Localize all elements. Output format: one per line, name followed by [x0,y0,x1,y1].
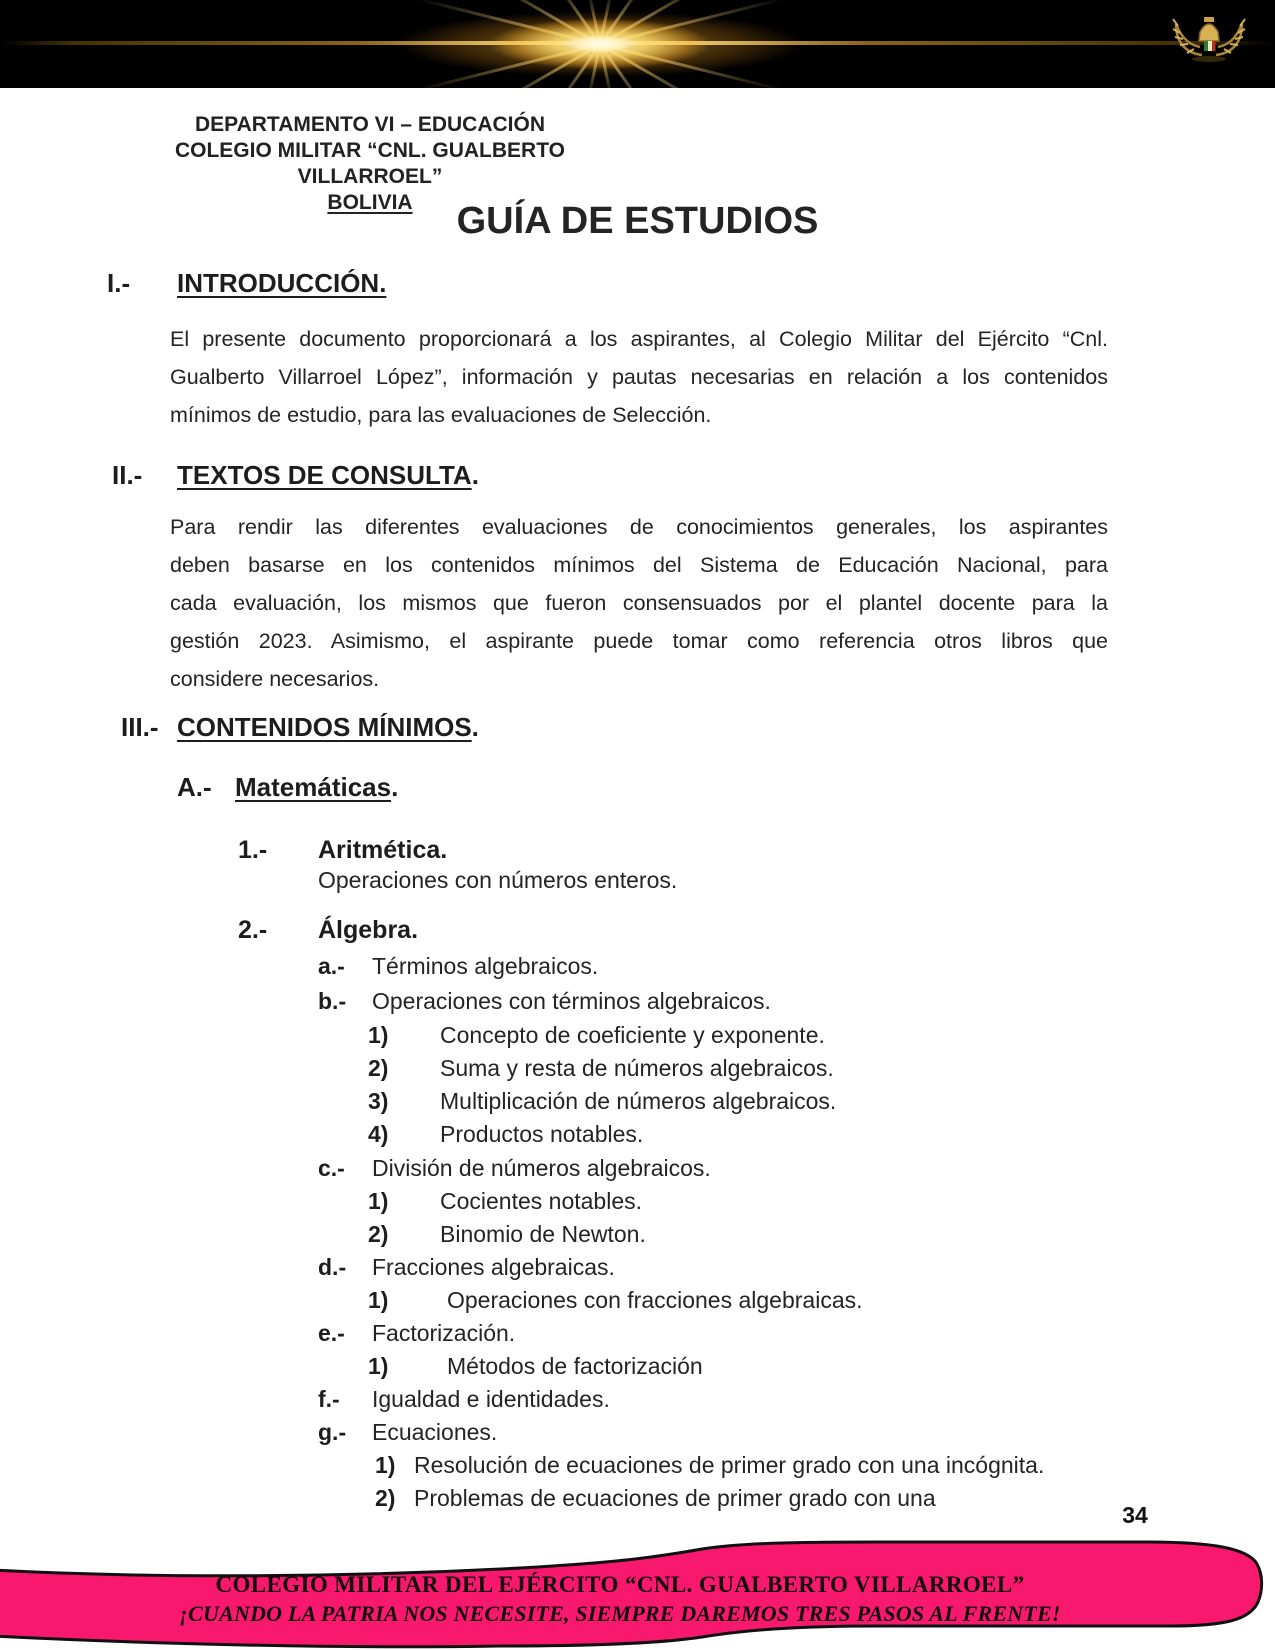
list-marker: g.- [318,1419,347,1445]
list-marker: a.- [318,953,345,979]
footer-slogan: ¡CUANDO LA PATRIA NOS NECESITE, SIEMPRE DAREMOS TRES PASOS AL FRENTE! [179,1601,1061,1626]
topic-body-text: Operaciones con números enteros. [318,867,678,893]
list-marker: 1) [375,1452,396,1478]
section-title: INTRODUCCIÓN. [177,268,387,298]
list-marker: e.- [318,1320,345,1346]
subject-letter: A.- [177,772,212,802]
list-text: División de números algebraicos. [372,1155,711,1181]
section-number: II.- [112,460,143,490]
paragraph-line: cada evaluación, los mismos que fueron consensuados por el plantel docente para la [170,591,1108,615]
list-text: Productos notables. [440,1121,644,1147]
letterhead-country: BOLIVIA [327,191,413,214]
section-title: CONTENIDOS MÍNIMOS. [177,712,479,742]
list-marker: 1) [368,1188,389,1214]
topic-title: Álgebra. [318,916,419,944]
paragraph-line: Gualberto Villarroel López”, información y pautas necesarias en relación a los contenidos [170,365,1108,389]
list-text: Concepto de coeficiente y exponente. [440,1022,825,1048]
section-title: TEXTOS DE CONSULTA. [177,460,479,490]
list-text: Binomio de Newton. [440,1221,646,1247]
list-marker: 1) [368,1022,389,1048]
page-number: 34 [1122,1502,1148,1528]
list-marker: f.- [318,1386,340,1412]
paragraph-line: mínimos de estudio, para las evaluaciones de Selección. [170,403,712,427]
footer-college-name: COLEGIO MILITAR DEL EJÉRCITO “CNL. GUALBERTO VILLARROEL” [215,1572,1025,1597]
textos-paragraph [170,508,1108,698]
page-title: GUÍA DE ESTUDIOS [456,200,819,242]
topic-number: 1.- [238,836,268,864]
flare-core [556,33,644,55]
topic-number: 2.- [238,916,268,944]
list-text: Igualdad e identidades. [372,1386,610,1412]
list-marker: 1) [368,1353,389,1379]
list-text: Suma y resta de números algebraicos. [440,1055,834,1081]
footer-motto [0,1572,1240,1627]
list-marker: 1) [368,1287,389,1313]
paragraph-line: deben basarse en los contenidos mínimos del Sistema de Educación Nacional, para [170,553,1108,577]
list-text: Factorización. [372,1320,516,1346]
list-marker: 2) [375,1485,396,1511]
header-band [0,0,1275,88]
list-marker: b.- [318,988,347,1014]
letterhead-department: DEPARTAMENTO VI – EDUCACIÓN [194,113,546,136]
topic-title: Aritmética. [318,836,448,864]
list-marker: c.- [318,1155,345,1181]
list-marker: 4) [368,1121,389,1147]
list-text: Términos algebraicos. [372,953,599,979]
paragraph-line: gestión 2023. Asimismo, el aspirante puede tomar como referencia otros libros que [170,629,1108,653]
paragraph-line: Para rendir las diferentes evaluaciones de conocimientos generales, los aspirantes [170,515,1108,539]
list-text: Multiplicación de números algebraicos. [440,1088,837,1114]
paragraph-line: El presente documento proporcionará a los aspirantes, al Colegio Militar del Ejército “Cnl. [170,327,1108,351]
army-crest-icon [1166,11,1252,69]
list-marker: 3) [368,1088,389,1114]
subject-title: Matemáticas. [235,772,399,802]
section-number: III.- [121,712,159,742]
list-text: Cocientes notables. [440,1188,643,1214]
list-text: Fracciones algebraicas. [372,1254,615,1280]
list-marker: 2) [368,1221,389,1247]
list-text: Resolución de ecuaciones de primer grado con una incógnita. [414,1452,1045,1478]
paragraph-line: considere necesarios. [170,667,380,691]
list-text: Métodos de factorización [447,1353,703,1379]
list-text: Operaciones con términos algebraicos. [372,988,771,1014]
list-text: Ecuaciones. [372,1419,498,1445]
list-marker: 2) [368,1055,389,1081]
intro-paragraph [170,320,1108,434]
letterhead-college: COLEGIO MILITAR “CNL. GUALBERTO VILLARROEL” [174,139,566,188]
list-text: Operaciones con fracciones algebraicas. [447,1287,863,1313]
section-number: I.- [107,268,131,298]
list-text: Problemas de ecuaciones de primer grado con una [414,1485,936,1511]
list-marker: d.- [318,1254,347,1280]
